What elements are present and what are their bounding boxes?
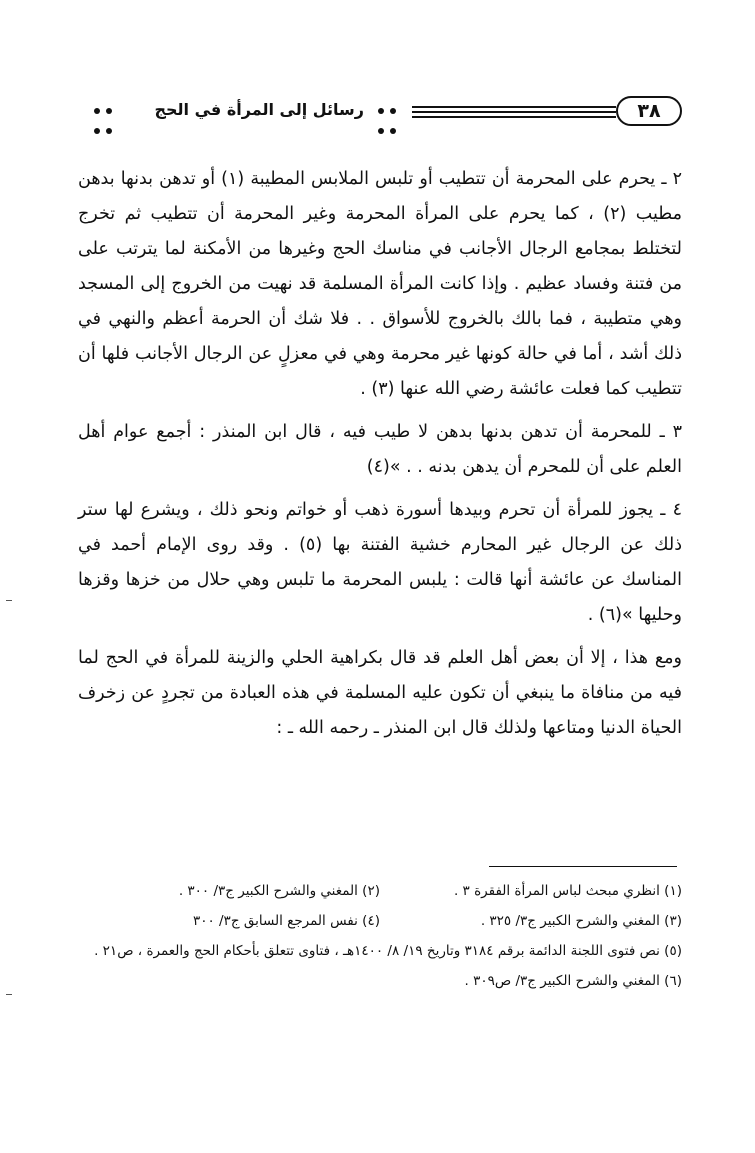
footnote: (٢) المغني والشرح الكبير ج٣/ ٣٠٠ . — [178, 883, 380, 899]
paragraph: ومع هذا ، إلا أن بعض أهل العلم قد قال بكراهية الحلي والزينة للمرأة في الحج لما فيه من منافاة ما ينبغي أن تكون عليه المسلمة في هذه العبادة من تجردٍ عن زخرف الحياة الدنيا ومتاعها ولذلك قال ابن المنذر ـ رحمه الله ـ : — [78, 648, 682, 738]
footnotes — [78, 876, 682, 996]
footnote-row — [78, 876, 682, 906]
footnote: (٤) نفس المرجع السابق ج٣/ ٣٠٠ — [192, 913, 380, 929]
paragraph: ٢ ـ يحرم على المحرمة أن تتطيب أو تلبس الملابس المطيبة (١) أو تدهن بدنها بدهن مطيب (٢) ، كما يحرم على المرأة المحرمة وغير المحرمة أن تتطيب ثم تخرج لتختلط بمجامع الرجال الأجانب في مناسك الحج وغيرها من الأمكنة لما يترتب على من فتنة وفساد عظيم . وإذا كانت المرأة المسلمة قد نهيت من الخروج إلى المسجد وهي متطيبة ، فما بالك بالخروج للأسواق . . فلا شك أن الحرمة أعظم والنهي في ذلك أشد ، أما في حالة كونها غير محرمة وهي في معزلٍ عن الرجال الأجانب فلها أن تتطيب كما فعلت عائشة رضي الله عنها (٣) . — [78, 169, 682, 399]
paragraph: ٤ ـ يجوز للمرأة أن تحرم وبيدها أسورة ذهب أو خواتم ونحو ذلك ، ويشرع لها ستر ذلك عن الرجال غير المحارم خشية الفتنة بها (٥) . وقد روى الإمام أحمد في المناسك عن عائشة أنها قالت : يلبس المحرمة ما تلبس وهي حلال من خزها وقزها وحليها »(٦) . — [78, 500, 682, 625]
header-rule — [412, 116, 616, 118]
footnote: (٥) نص فتوى اللجنة الدائمة برقم ٣١٨٤ وتاريخ ١٩/ ٨/ ١٤٠٠هـ ، فتاوى تتعلق بأحكام الحج والعمرة ، ص٢١ . — [94, 943, 682, 959]
footnote: (٦) المغني والشرح الكبير ج٣/ ص٣٠٩ . — [464, 973, 682, 989]
footnote: (١) انظري مبحث لباس المرأة الفقرة ٣ . — [453, 883, 682, 899]
margin-mark — [6, 994, 12, 995]
margin-mark — [6, 600, 12, 601]
footnote: (٣) المغني والشرح الكبير ج٣/ ٣٢٥ . — [480, 913, 682, 929]
running-header — [78, 96, 682, 142]
running-title: رسائل إلى المرأة في الحج — [154, 100, 364, 119]
header-rule — [412, 111, 616, 113]
paragraph: ٣ ـ للمحرمة أن تدهن بدنها بدهن لا طيب فيه ، قال ابن المنذر : أجمع عوام أهل العلم على أن للمحرم أن يدهن بدنه . . »(٤) — [78, 422, 682, 477]
header-rule — [412, 106, 616, 108]
ornament-dots-icon — [92, 102, 116, 132]
main-text — [78, 162, 682, 746]
footnote-row — [78, 906, 682, 936]
page-number-badge: ٣٨ — [616, 96, 682, 126]
ornament-dots-icon — [376, 102, 400, 132]
footnote-separator — [489, 866, 677, 867]
